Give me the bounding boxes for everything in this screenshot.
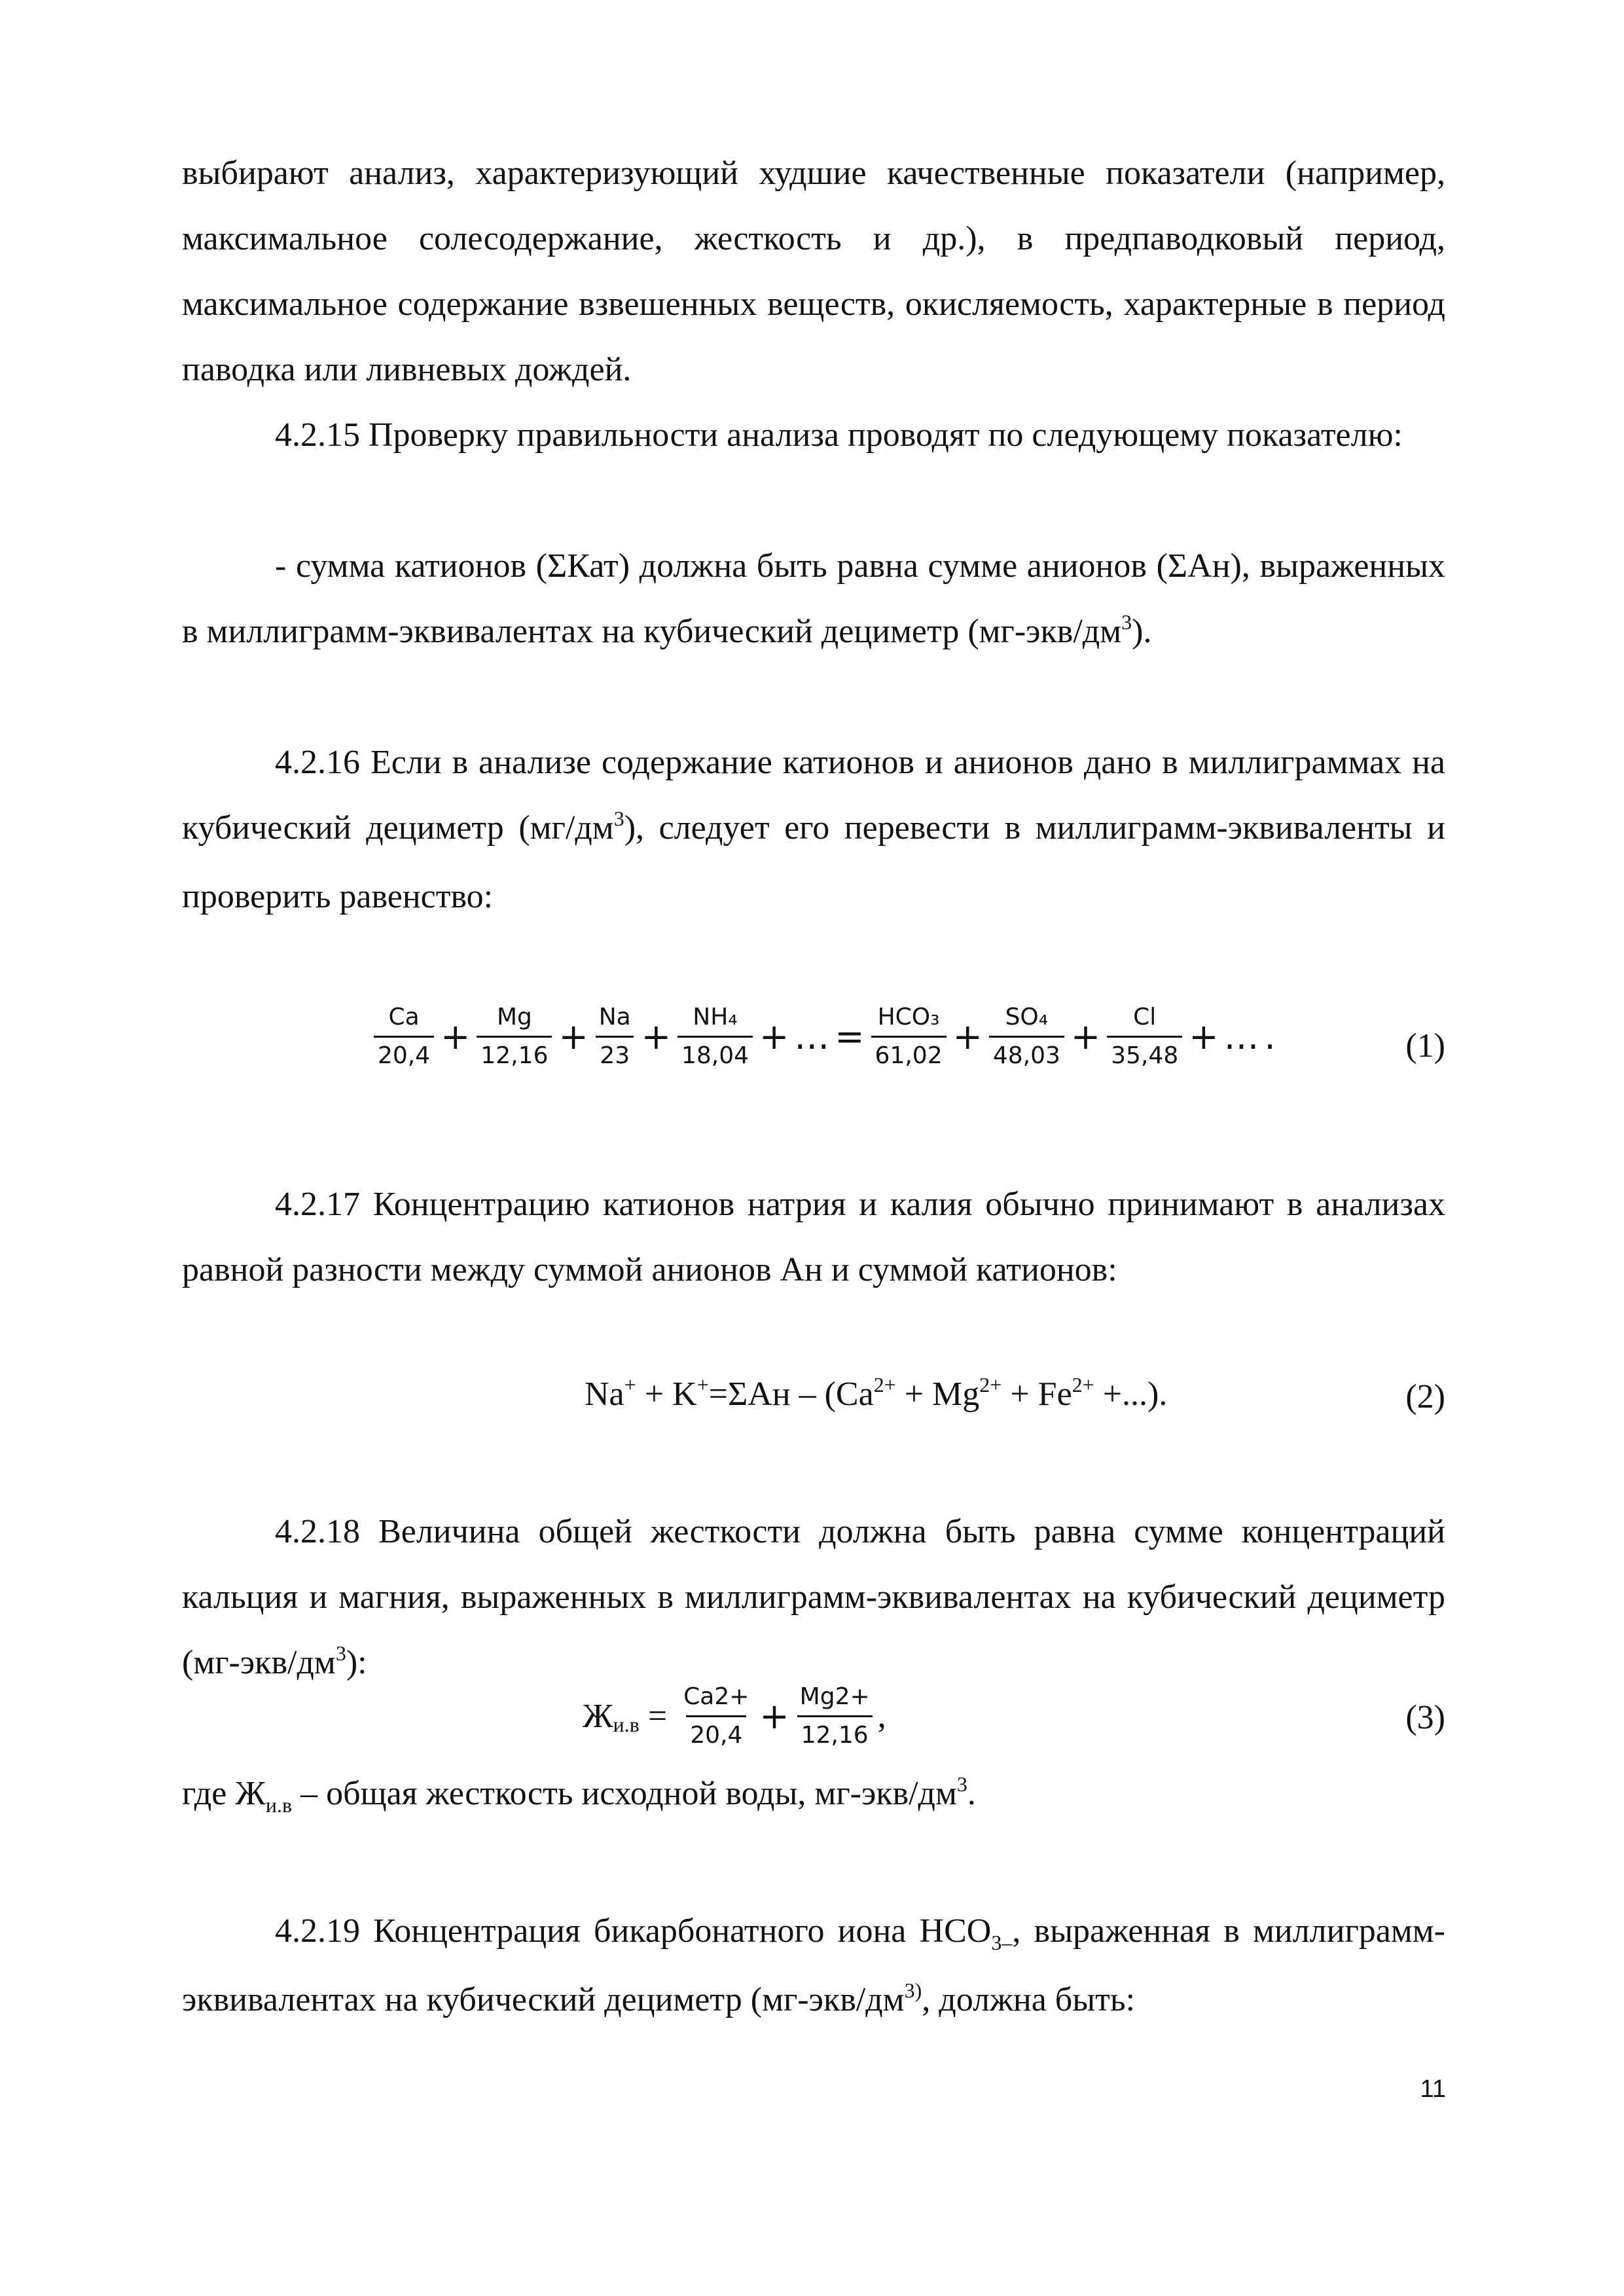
fraction-so4: [989, 1002, 1064, 1072]
subscript: 3–: [991, 1931, 1013, 1954]
fraction-cl: [1107, 1002, 1182, 1072]
fraction-ca: [374, 1002, 434, 1072]
paragraph-4-2-18: [182, 1499, 1445, 1699]
paragraph-tail: ).: [1132, 613, 1152, 650]
fraction-na: [595, 1002, 635, 1072]
superscript: 2+: [873, 1373, 896, 1396]
equation-text: + Mg: [895, 1376, 980, 1413]
fraction-numerator: Na: [598, 1004, 631, 1030]
paragraph-tail: .: [967, 1775, 976, 1812]
fraction-ca2: [679, 1681, 753, 1751]
paragraph-4-2-17-text: 4.2.17 Концентрацию катионов натрия и калия обычно принимают в анализах равной разности между суммой анионов Ан и суммой катионов:: [182, 1186, 1445, 1288]
superscript-3: 3: [956, 1772, 967, 1796]
paragraph-4-2-19-text: 4.2.19 Концентрация бикарбонатного иона HCO: [275, 1912, 992, 1950]
superscript-3: 3: [613, 807, 624, 830]
plus-sign: +: [759, 1696, 789, 1737]
equation-text: Na: [585, 1376, 624, 1413]
fraction-hco3: [871, 1002, 947, 1072]
equation-number-3: (3): [1405, 1699, 1445, 1736]
equation-3: [583, 1681, 886, 1751]
fraction-denominator: 12,16: [477, 1036, 552, 1072]
paragraph-4-2-19-text: , выраженная в миллиграмм-эквивалентах на кубический дециметр (мг-экв/дм: [182, 1912, 1445, 2018]
fraction-numerator: Mg2+: [799, 1683, 870, 1710]
equation-number-2: (2): [1405, 1378, 1445, 1415]
plus-sign: +: [1189, 1016, 1219, 1057]
paragraph-where-text: где Ж: [182, 1775, 266, 1812]
equation-2: [585, 1362, 1167, 1430]
fraction-mg2: [796, 1681, 874, 1751]
equation-text: +...).: [1094, 1376, 1168, 1413]
plus-sign: +: [558, 1016, 588, 1057]
subscript: и.в: [613, 1713, 640, 1737]
paragraph-cation-anion-sum-text: - сумма катионов (ΣКат) должна быть равна сумме анионов (ΣАн), выраженных в миллиграмм-эквивалентах на кубический дециметр (мг-экв/дм: [182, 547, 1445, 650]
fraction-denominator: 20,4: [374, 1036, 434, 1072]
superscript: +: [696, 1373, 709, 1396]
superscript-3: 3: [335, 1641, 346, 1665]
plus-sign: +: [759, 1016, 789, 1057]
paragraph-4-2-18-text: 4.2.18 Величина общей жесткости должна быть равна сумме концентраций кальция и магния, выраженных в миллиграмм-эквивалентах на кубический дециметр (мг-экв/дм: [182, 1513, 1445, 1681]
ellipsis: …: [794, 1016, 830, 1057]
fraction-numerator: Mg: [496, 1004, 532, 1030]
plus-sign: +: [952, 1016, 983, 1057]
fraction-denominator: 12,16: [797, 1715, 873, 1751]
paragraph-4-2-19: [182, 1899, 1445, 2036]
fraction-numerator: Ca2+: [683, 1683, 749, 1710]
paragraph-4-2-17: [182, 1172, 1445, 1303]
fraction-denominator: 18,04: [677, 1036, 753, 1072]
superscript: 2+: [1072, 1373, 1094, 1396]
fraction-numerator: SO₄: [1005, 1004, 1049, 1030]
superscript: 2+: [979, 1373, 1002, 1396]
equation-text: + K: [636, 1376, 697, 1413]
paragraph-where: [182, 1761, 1445, 1830]
equation-number-1: (1): [1405, 1027, 1445, 1065]
fraction-numerator: Ca: [388, 1004, 420, 1030]
paragraph-tail: , должна быть:: [922, 1981, 1136, 2018]
page-number: 11: [1420, 2075, 1446, 2103]
equation-text: + Fe: [1001, 1376, 1072, 1413]
fraction-denominator: 20,4: [686, 1715, 746, 1751]
paragraph-4-2-16: [182, 730, 1445, 930]
fraction-numerator: Cl: [1133, 1004, 1157, 1030]
fraction-denominator: 48,03: [989, 1036, 1064, 1072]
equals-sign: =: [835, 1016, 865, 1057]
paragraph-tail: ), следует его перевести в миллиграмм-эквиваленты и проверить равенство:: [182, 809, 1445, 915]
paragraph-tail: ):: [346, 1644, 367, 1681]
paragraph-where-text: – общая жесткость исходной воды, мг-экв/дм: [292, 1775, 957, 1812]
fraction-denominator: 23: [596, 1036, 634, 1072]
superscript-3: 3: [1121, 610, 1132, 634]
equation-text: =ΣАн – (Ca: [708, 1376, 874, 1413]
paragraph-4-2-15-text: 4.2.15 Проверку правильности анализа проводят по следующему показателю:: [275, 416, 1403, 454]
plus-sign: +: [641, 1016, 671, 1057]
equals-sign: =: [639, 1698, 676, 1735]
equation-text: Ж: [583, 1698, 613, 1735]
fraction-numerator: HCO₃: [877, 1004, 940, 1030]
fraction-mg: [477, 1002, 552, 1072]
fraction-denominator: 35,48: [1107, 1036, 1182, 1072]
ellipsis: …: [1223, 1016, 1259, 1057]
fraction-numerator: NH₄: [693, 1004, 738, 1030]
fraction-denominator: 61,02: [871, 1036, 947, 1072]
superscript: +: [624, 1373, 636, 1396]
fraction-nh4: [677, 1002, 753, 1072]
equation-1: [370, 1002, 1278, 1072]
paragraph-cation-anion-sum: [182, 534, 1445, 668]
equation-comma: ,: [877, 1698, 886, 1735]
superscript: 3): [904, 1978, 922, 2002]
equation-period: .: [1264, 1016, 1276, 1057]
paragraph-intro: [182, 141, 1445, 403]
paragraph-intro-text: выбирают анализ, характеризующий худшие качественные показатели (например, максимальное солесодержание, жесткость и др.), в предпаводковый период, максимальное содержание взвешенных веществ, окисляемость, характерные в период паводка или ливневых дождей.: [182, 155, 1445, 388]
plus-sign: +: [441, 1016, 471, 1057]
subscript: и.в: [265, 1793, 293, 1817]
paragraph-4-2-16-text: 4.2.16 Если в анализе содержание катионов и анионов дано в миллиграммах на кубический дециметр (мг/дм: [182, 744, 1445, 847]
paragraph-4-2-15: [182, 403, 1445, 468]
plus-sign: +: [1070, 1016, 1101, 1057]
